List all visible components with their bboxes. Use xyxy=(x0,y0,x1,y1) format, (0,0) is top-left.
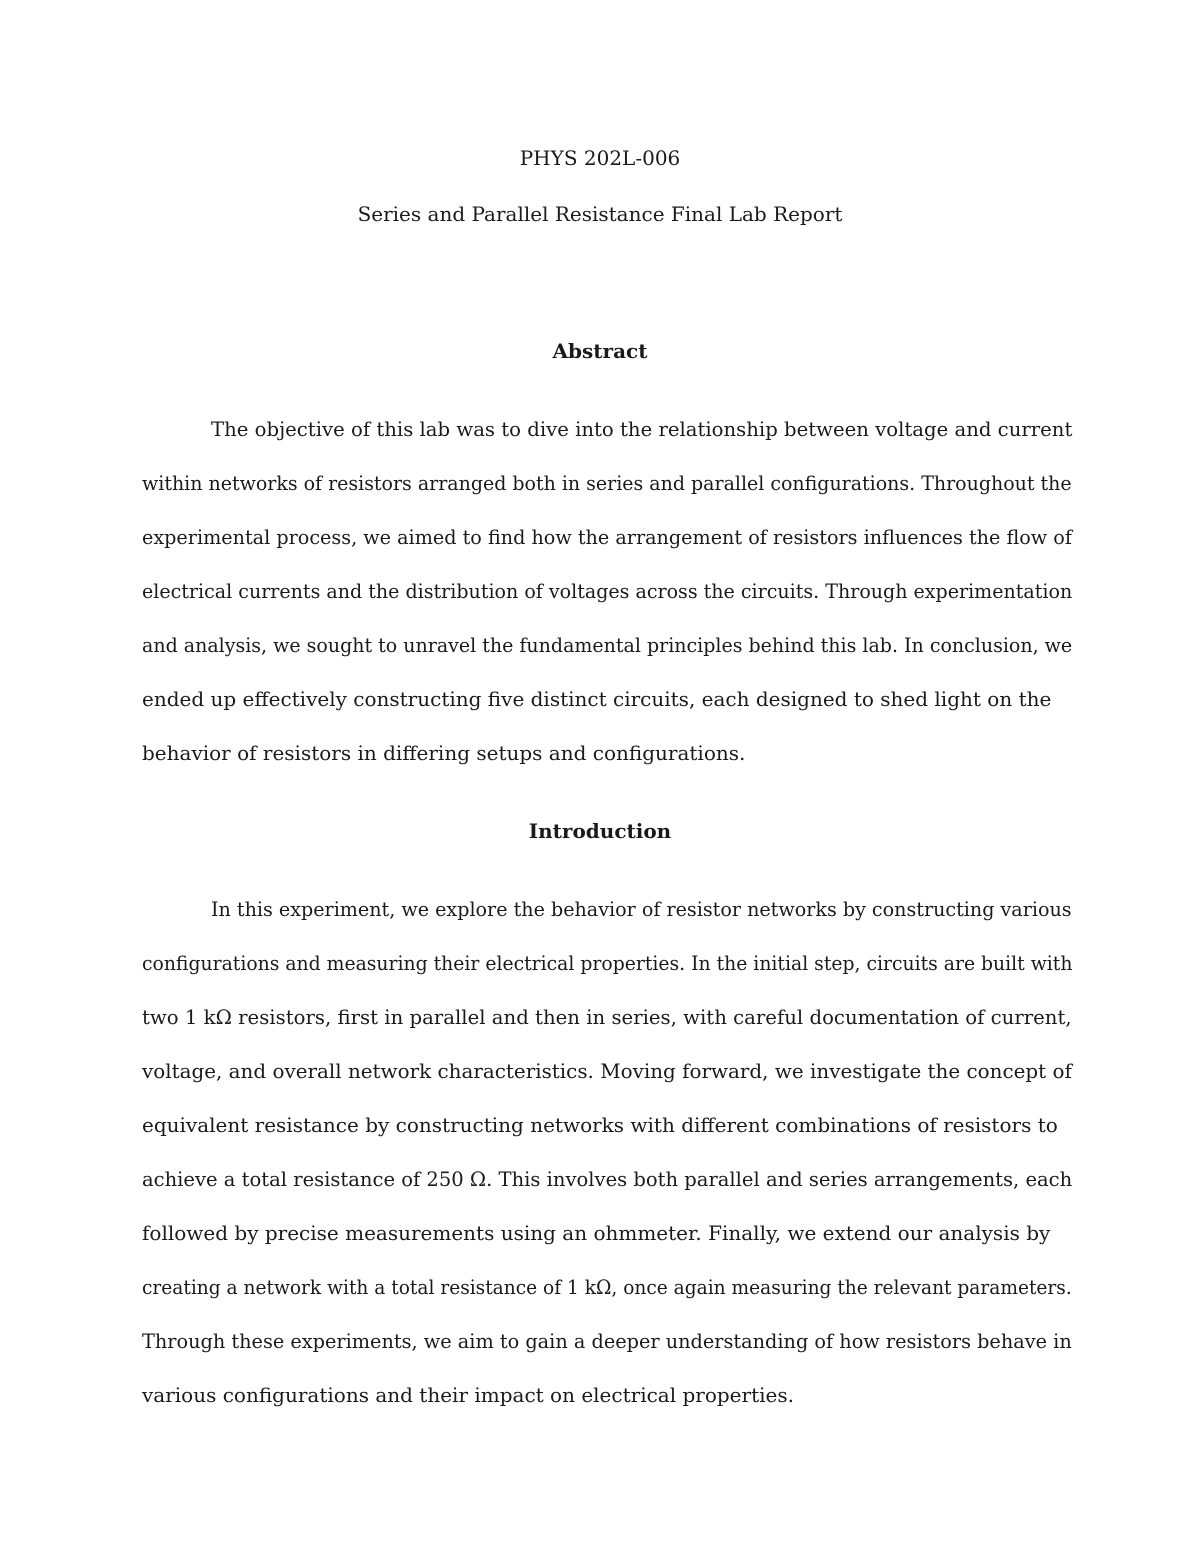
abstract-line: behavior of resistors in differing setups and configurations. xyxy=(142,741,746,765)
introduction-line: In this experiment, we explore the behavior of resistor networks by constructing various xyxy=(211,897,1072,921)
introduction-line: configurations and measuring their electrical properties. In the initial step, circuits are built with xyxy=(142,951,1073,975)
course-code: PHYS 202L-006 xyxy=(519,146,681,170)
abstract-line: The objective of this lab was to dive into the relationship between voltage and current xyxy=(211,417,1073,441)
introduction-line: followed by precise measurements using an ohmmeter. Finally, we extend our analysis by xyxy=(142,1221,1051,1245)
abstract-line: electrical currents and the distribution of voltages across the circuits. Through experimentation xyxy=(142,579,1073,603)
introduction-line: various configurations and their impact on electrical properties. xyxy=(142,1383,794,1407)
introduction-line: voltage, and overall network characteristics. Moving forward, we investigate the concept of xyxy=(142,1059,1072,1083)
introduction-line: creating a network with a total resistance of 1 kΩ, once again measuring the relevant parameters. xyxy=(142,1275,1072,1299)
abstract-line: ended up effectively constructing five distinct circuits, each designed to shed light on the xyxy=(142,687,1052,711)
abstract-line: within networks of resistors arranged both in series and parallel configurations. Throughout the xyxy=(142,471,1072,495)
introduction-heading: Introduction xyxy=(528,819,672,843)
abstract-heading: Abstract xyxy=(552,339,648,363)
introduction-line: achieve a total resistance of 250 Ω. This involves both parallel and series arrangements, each xyxy=(142,1167,1073,1191)
introduction-line: equivalent resistance by constructing networks with different combinations of resistors to xyxy=(142,1113,1058,1137)
introduction-line: Through these experiments, we aim to gain a deeper understanding of how resistors behave in xyxy=(142,1329,1072,1353)
abstract-line: and analysis, we sought to unravel the fundamental principles behind this lab. In conclusion, we xyxy=(142,633,1073,657)
abstract-line: experimental process, we aimed to find how the arrangement of resistors influences the flow of xyxy=(142,525,1072,549)
report-title: Series and Parallel Resistance Final Lab Report xyxy=(357,202,843,226)
introduction-line: two 1 kΩ resistors, first in parallel and then in series, with careful documentation of current, xyxy=(142,1005,1072,1029)
